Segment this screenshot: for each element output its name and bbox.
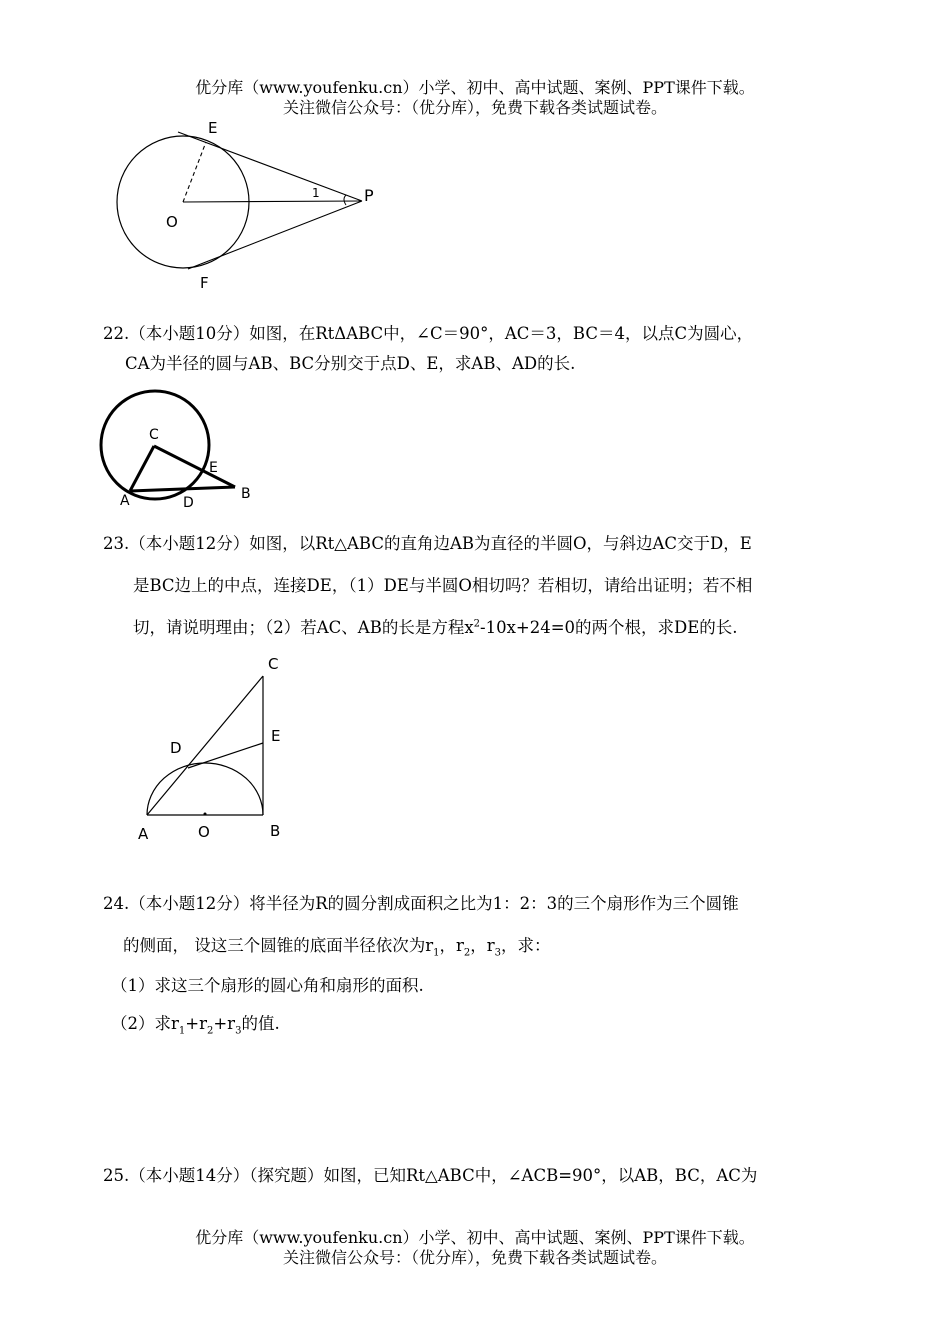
figure-q22 — [98, 400, 268, 515]
side-ac — [147, 676, 263, 815]
q23-line-2: 是BC边上的中点，连接DE，（1）DE与半圆O相切吗？若相切，请给出证明；若不相 — [133, 576, 753, 595]
footer-line-2: 关注微信公众号：（优分库），免费下载各类试题试卷。 — [282, 1248, 667, 1267]
label-o: O — [198, 823, 210, 841]
label-d: D — [170, 739, 182, 757]
label-c: C — [268, 655, 279, 673]
segment-de — [188, 743, 263, 768]
label-angle-1: 1 — [312, 186, 320, 200]
header-line-2: 关注微信公众号：（优分库），免费下载各类试题试卷。 — [282, 98, 667, 117]
footer-line-1: 优分库（www.youfenku.cn）小学、初中、高中试题、案例、PPT课件下载。 — [195, 1228, 755, 1247]
radius-oe — [183, 142, 206, 202]
label-b: B — [241, 486, 251, 502]
header-line-1: 优分库（www.youfenku.cn）小学、初中、高中试题、案例、PPT课件下载。 — [195, 78, 755, 97]
figure-circle-tangents — [100, 115, 400, 300]
q24-line-3: （1）求这三个扇形的圆心角和扇形的面积. — [111, 976, 424, 995]
angle-arc — [344, 195, 346, 205]
side-ca — [130, 446, 154, 491]
label-f: F — [200, 274, 209, 292]
label-a: A — [138, 825, 149, 843]
label-d: D — [183, 495, 194, 511]
q23-line-1: 23.（本小题12分）如图，以Rt△ABC的直角边AB为直径的半圆O，与斜边AC交于D，E — [103, 534, 752, 553]
q25-line-1: 25.（本小题14分）（探究题）如图，已知Rt△ABC中，∠ACB=90°，以AB，BC，AC为 — [103, 1166, 758, 1185]
q24-line-4: （2）求$r_1+r_2+r_3$的值. — [111, 1014, 280, 1037]
label-e: E — [208, 119, 218, 137]
q22-line-1: 22.（本小题10分）如图，在RtΔABC中，∠C＝90°，AC＝3，BC＝4，以点C为圆心， — [103, 324, 754, 343]
label-e: E — [209, 460, 218, 476]
label-a: A — [120, 493, 130, 509]
figure-q23 — [130, 650, 300, 850]
q24-line-1: 24.（本小题12分）将半径为R的圆分割成面积之比为1：2：3的三个扇形作为三个圆锥 — [103, 894, 739, 913]
side-ab — [130, 487, 235, 491]
label-e: E — [271, 727, 281, 745]
q22-line-2: CA为半径的圆与AB、BC分别交于点D、E，求AB、AD的长. — [125, 354, 576, 373]
label-p: P — [364, 186, 374, 205]
center-o-dot — [204, 813, 207, 816]
label-b: B — [270, 822, 281, 840]
q24-line-2: 的侧面， 设这三个圆锥的底面半径依次为$r_1$，$r_2$，$r_3$，求： — [123, 936, 551, 959]
segment-op — [183, 201, 362, 202]
label-o: O — [166, 213, 178, 231]
label-c: C — [149, 427, 159, 443]
tangent-pf — [188, 201, 362, 269]
semicircle-o — [147, 763, 263, 815]
q23-line-3: 切，请说明理由；（2）若AC、AB的长是方程$x^2-10x+24=0$的两个根，求DE的长. — [133, 618, 738, 637]
